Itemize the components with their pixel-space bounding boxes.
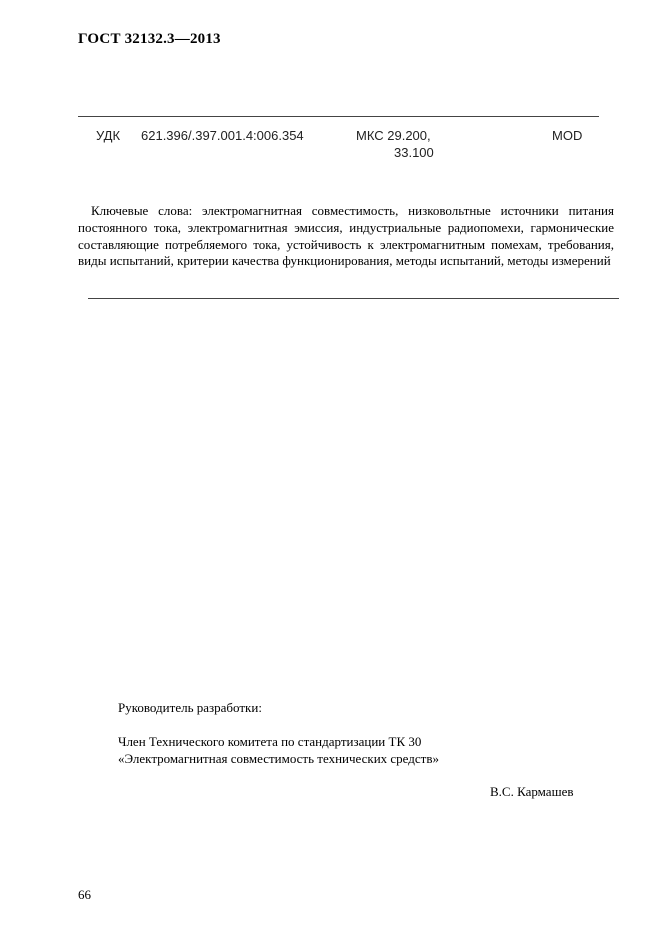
committee-member-line1: Член Технического комитета по стандартизации ТК 30 xyxy=(118,734,422,749)
signatory-name: В.С. Кармашев xyxy=(490,784,574,799)
top-divider xyxy=(78,116,599,117)
mod-marker: MOD xyxy=(552,128,583,143)
bottom-divider xyxy=(88,298,619,299)
mks-label: МКС 29.200, xyxy=(356,128,431,143)
committee-member-line2: «Электромагнитная совместимость технических средств» xyxy=(118,751,439,766)
keywords-paragraph: Ключевые слова: электромагнитная совместимость, низковольтные источники питания постоянного тока, электромагнитная эмиссия, индустриальные радиопомехи, гармонические составляющие потребляемого тока, устойчивость к электромагнитным помехам, требования, виды испытаний, критерии качества функционирования, методы испытаний, методы измерений xyxy=(78,203,614,269)
page-number: 66 xyxy=(78,887,91,902)
udk-value: 621.396/.397.001.4:006.354 xyxy=(141,128,304,143)
document-header: ГОСТ 32132.3—2013 xyxy=(78,31,221,47)
development-lead-label: Руководитель разработки: xyxy=(118,700,262,715)
udk-label: УДК xyxy=(96,128,121,143)
mks-value: 33.100 xyxy=(394,145,434,160)
